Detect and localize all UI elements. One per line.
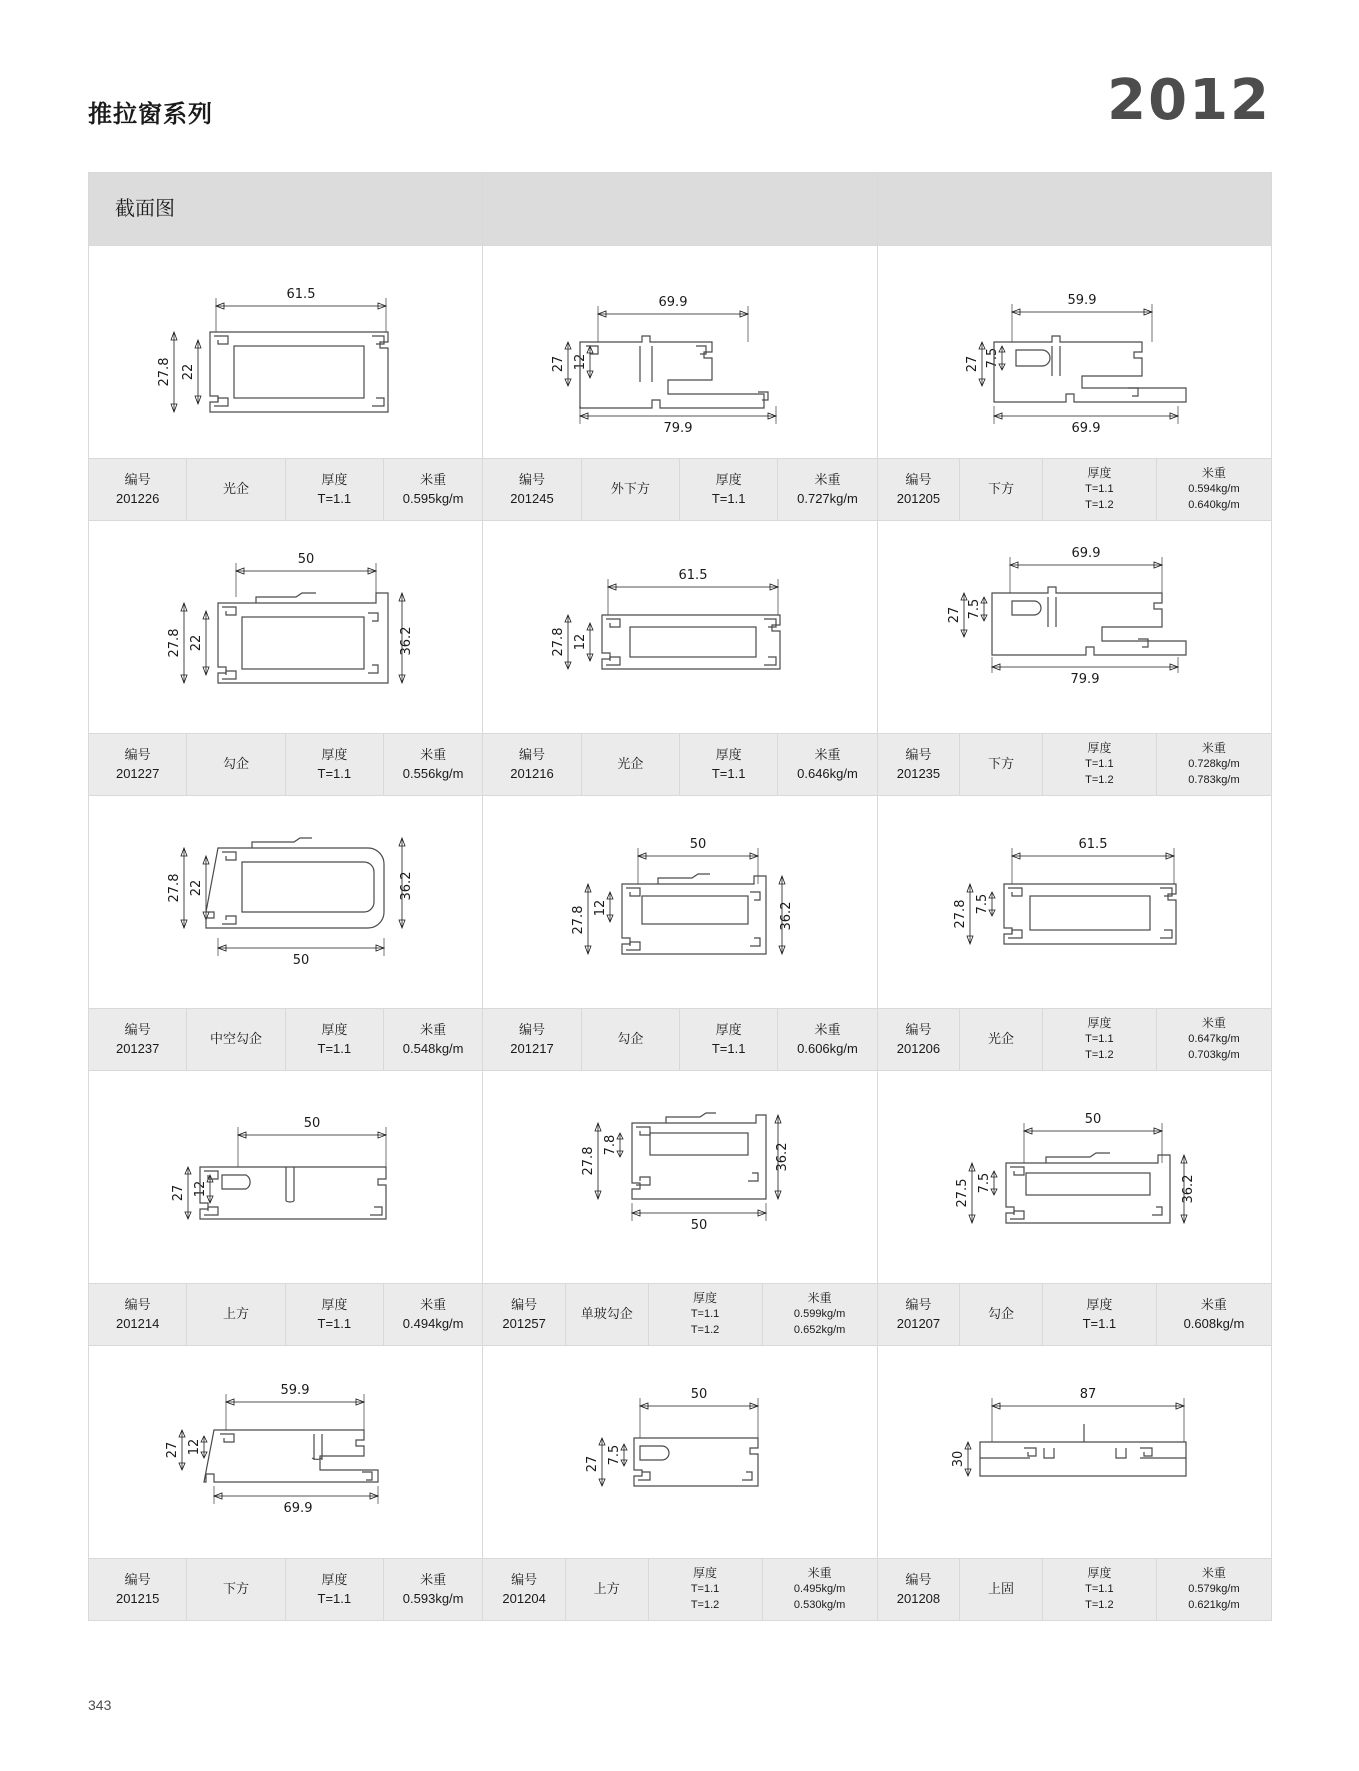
spec-bar: [483, 1008, 876, 1070]
dim-top: 50: [689, 837, 707, 852]
page-number: 343: [88, 1697, 112, 1713]
spec-code-value: 201205: [896, 490, 941, 506]
spec-code-label: 编号: [124, 471, 151, 487]
spec-name: [582, 459, 680, 520]
spec-weight-value: 0.494kg/m: [402, 1315, 464, 1331]
spec-code-value: 201226: [115, 490, 160, 506]
spec-thickness-label: 厚度: [1087, 740, 1112, 755]
spec-name-value: 勾企: [222, 756, 249, 772]
spec-weight-label: 米重: [420, 1021, 447, 1037]
spec-bar: [89, 1558, 482, 1620]
spec-code-value: 201237: [115, 1040, 160, 1056]
spec-name-value: 中空勾企: [209, 1031, 262, 1047]
profile-cell: [877, 1071, 1271, 1346]
spec-weight-value: 0.727kg/m: [797, 490, 858, 506]
spec-weight-value: 0.595kg/m: [402, 490, 464, 506]
spec-thickness: [680, 459, 778, 520]
dim-bottom: 69.9: [1071, 421, 1101, 436]
dim-left-1: 27: [584, 1455, 600, 1473]
spec-thickness: [286, 1559, 384, 1620]
profile-drawing: [878, 521, 1271, 733]
dim-top: 59.9: [280, 1383, 310, 1398]
profile-cell: [89, 521, 483, 796]
spec-name-value: 外下方: [610, 481, 650, 497]
spec-thickness-label: 厚度: [1087, 1015, 1112, 1030]
spec-code-label: 编号: [124, 1571, 151, 1587]
spec-weight-value: 0.608kg/m: [1183, 1315, 1245, 1331]
spec-code-label: 编号: [905, 1571, 932, 1587]
spec-bar: [89, 1008, 482, 1070]
spec-weight-label: 米重: [1201, 1565, 1226, 1580]
spec-weight-value-2: 0.621kg/m: [1188, 1599, 1240, 1612]
spec-thickness-value: T=1.1: [1085, 758, 1114, 771]
spec-name: [187, 1284, 285, 1345]
spec-code: [483, 1009, 581, 1070]
spec-code-label: 编号: [905, 471, 932, 487]
spec-weight-label: 米重: [420, 746, 447, 762]
spec-bar: [89, 1283, 482, 1345]
spec-thickness-label: 厚度: [1087, 1565, 1112, 1580]
table-row: [89, 246, 1272, 521]
spec-code-label: 编号: [905, 1021, 932, 1037]
spec-weight-label: 米重: [420, 1571, 447, 1587]
spec-code-label: 编号: [905, 746, 932, 762]
dim-left-1: 27.8: [570, 905, 586, 935]
dim-left-1: 27.8: [166, 628, 182, 658]
profile-cell: [483, 1071, 877, 1346]
spec-name-value: 上方: [593, 1581, 620, 1597]
dim-left-2: 7.8: [602, 1134, 618, 1156]
spec-thickness: [286, 459, 384, 520]
spec-bar: [878, 458, 1271, 520]
spec-weight-label: 米重: [814, 471, 841, 487]
dim-top: 61.5: [1078, 837, 1108, 852]
dim-right: 36.2: [1181, 1174, 1197, 1204]
dim-left-1: 27: [947, 606, 963, 624]
spec-name: [187, 734, 285, 795]
spec-name: [187, 1009, 285, 1070]
spec-weight-value-2: 0.530kg/m: [793, 1599, 846, 1612]
spec-thickness-value-2: T=1.2: [1085, 499, 1114, 512]
spec-thickness-value: T=1.1: [1085, 1583, 1114, 1596]
profile-drawing: [483, 521, 876, 733]
profile-drawing: [89, 521, 482, 733]
spec-code: [483, 1559, 566, 1620]
spec-thickness-value: T=1.1: [690, 1583, 720, 1596]
dim-top: 61.5: [286, 287, 316, 302]
spec-bar: [483, 1283, 876, 1345]
spec-name-value: 下方: [988, 756, 1015, 772]
spec-weight-value: 0.646kg/m: [797, 765, 858, 781]
spec-name-value: 勾企: [988, 1306, 1015, 1322]
dim-top: 87: [1080, 1387, 1097, 1402]
spec-thickness: [1043, 734, 1157, 795]
spec-weight-label: 米重: [814, 1021, 841, 1037]
spec-weight: [763, 1559, 877, 1620]
profile-table: [88, 172, 1271, 1621]
spec-weight: [384, 1284, 482, 1345]
spec-code-value: 201216: [510, 765, 554, 781]
profile-drawing: [878, 1071, 1271, 1283]
profile-cell: [483, 521, 877, 796]
table-header-row: [89, 173, 1272, 246]
spec-code: [878, 1559, 961, 1620]
spec-code: [89, 459, 187, 520]
spec-code-value: 201214: [115, 1315, 160, 1331]
spec-name-value: 单玻勾企: [580, 1306, 633, 1322]
spec-thickness-label: 厚度: [1086, 1296, 1113, 1312]
section-title-cell-empty-2: [877, 173, 1271, 246]
profile-cell: [483, 1346, 877, 1621]
spec-bar: [878, 1558, 1271, 1620]
spec-weight-label: 米重: [807, 1290, 832, 1305]
spec-weight: [778, 459, 876, 520]
dim-left-2: 12: [572, 633, 588, 651]
dim-left-2: 22: [180, 363, 196, 381]
spec-thickness-label: 厚度: [321, 1571, 348, 1587]
spec-name-value: 上固: [988, 1581, 1015, 1597]
dim-top: 69.9: [658, 295, 688, 310]
spec-weight: [384, 734, 482, 795]
spec-thickness: [286, 734, 384, 795]
spec-bar: [483, 1558, 876, 1620]
page-header: [88, 68, 1271, 138]
spec-weight-label: 米重: [814, 746, 841, 762]
spec-name: [582, 1009, 680, 1070]
spec-name: [960, 1559, 1043, 1620]
spec-thickness-label: 厚度: [715, 1021, 742, 1037]
spec-name-value: 上方: [222, 1306, 249, 1322]
spec-code: [483, 734, 581, 795]
spec-weight: [1157, 459, 1271, 520]
spec-code-label: 编号: [511, 1296, 538, 1312]
spec-bar: [878, 1283, 1271, 1345]
spec-code-value: 201215: [115, 1590, 160, 1606]
dim-left-2: 12: [192, 1180, 208, 1198]
dim-left-2: 7.5: [975, 893, 991, 915]
profile-cell: [877, 796, 1271, 1071]
spec-name-value: 下方: [222, 1581, 249, 1597]
spec-thickness-label: 厚度: [1087, 465, 1112, 480]
spec-thickness-value-2: T=1.2: [690, 1599, 720, 1612]
profile-drawing: [878, 1346, 1271, 1558]
table-row: [89, 1071, 1272, 1346]
dim-left-1: 30: [951, 1450, 967, 1468]
spec-weight-label: 米重: [1201, 1015, 1226, 1030]
dim-left-2: 22: [188, 634, 204, 652]
dim-left-2: 12: [186, 1438, 202, 1456]
profile-drawing: [483, 796, 876, 1008]
spec-code: [89, 1009, 187, 1070]
spec-code: [483, 1284, 566, 1345]
spec-code-value: 201208: [896, 1590, 941, 1606]
dim-bottom: 69.9: [283, 1501, 313, 1516]
table-row: [89, 1346, 1272, 1621]
dim-right: 36.2: [398, 626, 414, 656]
spec-thickness: [649, 1559, 763, 1620]
spec-thickness-label: 厚度: [693, 1290, 718, 1305]
spec-name: [187, 459, 285, 520]
spec-weight-label: 米重: [807, 1565, 832, 1580]
spec-weight-value-2: 0.652kg/m: [793, 1324, 846, 1337]
dim-right: 36.2: [774, 1142, 790, 1172]
dim-left-1: 27.5: [955, 1178, 971, 1208]
spec-weight-label: 米重: [1201, 465, 1226, 480]
dim-left-1: 27.8: [156, 357, 172, 387]
spec-weight-value: 0.728kg/m: [1188, 758, 1240, 771]
dim-top: 61.5: [678, 568, 708, 583]
dim-left-1: 27.8: [550, 627, 566, 657]
spec-thickness-label: 厚度: [321, 1296, 348, 1312]
spec-weight: [1157, 1009, 1271, 1070]
spec-name-value: 下方: [988, 481, 1015, 497]
spec-thickness-value-2: T=1.2: [1085, 774, 1114, 787]
spec-name-value: 勾企: [617, 1031, 644, 1047]
spec-weight: [763, 1284, 877, 1345]
spec-name-value: 光企: [617, 756, 644, 772]
spec-thickness-value: T=1.1: [317, 1590, 352, 1606]
spec-thickness-value: T=1.1: [1085, 483, 1114, 496]
table-row: [89, 796, 1272, 1071]
spec-thickness-value: T=1.1: [690, 1308, 720, 1321]
profile-drawing: [878, 796, 1271, 1008]
spec-code-label: 编号: [518, 471, 545, 487]
spec-thickness: [1043, 459, 1157, 520]
spec-weight-value: 0.647kg/m: [1188, 1033, 1240, 1046]
section-title: 截面图: [115, 198, 175, 220]
dim-right: 36.2: [778, 901, 794, 931]
profile-drawing: [89, 1071, 482, 1283]
profile-drawing: [89, 246, 482, 458]
profile-cell: [877, 246, 1271, 521]
spec-bar: [878, 1008, 1271, 1070]
spec-weight-value: 0.579kg/m: [1188, 1583, 1240, 1596]
spec-name-value: 光企: [988, 1031, 1015, 1047]
spec-name: [566, 1559, 649, 1620]
dim-left-1: 27.8: [953, 899, 969, 929]
spec-weight-label: 米重: [1201, 740, 1226, 755]
spec-weight-value: 0.606kg/m: [797, 1040, 858, 1056]
spec-code-label: 编号: [905, 1296, 932, 1312]
spec-code-value: 201207: [896, 1315, 941, 1331]
spec-weight-value: 0.594kg/m: [1188, 483, 1240, 496]
dim-left-1: 27.8: [580, 1146, 596, 1176]
spec-code: [483, 459, 581, 520]
spec-code-value: 201206: [896, 1040, 941, 1056]
profile-cell: [89, 1346, 483, 1621]
spec-thickness-value-2: T=1.2: [690, 1324, 720, 1337]
dim-left-2: 7.5: [985, 347, 1001, 369]
spec-weight: [778, 1009, 876, 1070]
dim-left-1: 27.8: [166, 873, 182, 903]
profile-drawing: [483, 1071, 876, 1283]
spec-code: [878, 1284, 961, 1345]
page-title: 推拉窗系列: [88, 101, 213, 128]
spec-name: [566, 1284, 649, 1345]
spec-thickness-label: 厚度: [693, 1565, 718, 1580]
spec-code-value: 201235: [896, 765, 941, 781]
spec-thickness: [286, 1009, 384, 1070]
spec-name-value: 光企: [222, 481, 249, 497]
dim-left-2: 7.5: [967, 598, 983, 620]
dim-top: 50: [297, 552, 314, 567]
profile-cell: [89, 246, 483, 521]
dim-left-2: 22: [188, 879, 204, 897]
spec-code: [89, 1559, 187, 1620]
spec-thickness-value: T=1.1: [317, 1315, 352, 1331]
spec-thickness: [286, 1284, 384, 1345]
spec-thickness-value: T=1.1: [317, 490, 352, 506]
dim-left-1: 27: [170, 1184, 186, 1202]
spec-bar: [89, 733, 482, 795]
spec-thickness-value: T=1.1: [317, 765, 352, 781]
spec-thickness-label: 厚度: [321, 746, 348, 762]
dim-left-2: 7.5: [977, 1172, 993, 1194]
spec-code: [878, 459, 961, 520]
spec-weight-value-2: 0.783kg/m: [1188, 774, 1240, 787]
spec-weight-value: 0.495kg/m: [793, 1583, 846, 1596]
spec-thickness: [1043, 1559, 1157, 1620]
spec-weight: [1157, 1284, 1271, 1345]
spec-thickness-label: 厚度: [715, 471, 742, 487]
profile-cell: [89, 1071, 483, 1346]
spec-thickness-value: T=1.1: [711, 765, 746, 781]
dim-bottom: 50: [292, 953, 309, 968]
spec-bar: [878, 733, 1271, 795]
spec-thickness-label: 厚度: [321, 471, 348, 487]
spec-weight: [1157, 734, 1271, 795]
spec-code-value: 201217: [510, 1040, 554, 1056]
spec-bar: [89, 458, 482, 520]
spec-code-value: 201204: [502, 1590, 546, 1606]
spec-weight-label: 米重: [420, 1296, 447, 1312]
spec-thickness: [1043, 1009, 1157, 1070]
spec-code-value: 201245: [510, 490, 554, 506]
profile-drawing: [878, 246, 1271, 458]
spec-code-label: 编号: [124, 1021, 151, 1037]
spec-weight: [384, 1009, 482, 1070]
spec-thickness: [1043, 1284, 1157, 1345]
spec-weight-value: 0.548kg/m: [402, 1040, 464, 1056]
spec-thickness-value-2: T=1.2: [1085, 1599, 1114, 1612]
spec-code-value: 201257: [502, 1315, 546, 1331]
table-row: [89, 521, 1272, 796]
spec-code-label: 编号: [124, 746, 151, 762]
spec-code-label: 编号: [124, 1296, 151, 1312]
profile-drawing: [483, 1346, 876, 1558]
profile-drawing: [483, 246, 876, 458]
spec-code-label: 编号: [511, 1571, 538, 1587]
spec-name: [187, 1559, 285, 1620]
spec-thickness-value: T=1.1: [1082, 1315, 1117, 1331]
spec-name: [960, 734, 1043, 795]
spec-thickness-value: T=1.1: [711, 490, 746, 506]
spec-code-value: 201227: [115, 765, 160, 781]
spec-name: [960, 1009, 1043, 1070]
profile-cell: [483, 246, 877, 521]
spec-code: [89, 734, 187, 795]
spec-code: [878, 734, 961, 795]
profile-drawing: [89, 1346, 482, 1558]
spec-thickness-value: T=1.1: [317, 1040, 352, 1056]
profile-cell: [483, 796, 877, 1071]
dim-bottom: 79.9: [1070, 672, 1100, 687]
spec-weight-value: 0.593kg/m: [402, 1590, 464, 1606]
dim-bottom: 50: [690, 1218, 708, 1233]
dim-top: 59.9: [1067, 293, 1097, 308]
dim-right: 36.2: [398, 871, 414, 901]
spec-weight: [778, 734, 876, 795]
dim-left-2: 12: [572, 353, 588, 371]
dim-bottom: 79.9: [663, 421, 693, 436]
spec-thickness-value-2: T=1.2: [1085, 1049, 1114, 1062]
spec-thickness: [680, 1009, 778, 1070]
section-title-cell: [89, 173, 483, 246]
dim-left-2: 12: [592, 899, 608, 917]
spec-name: [960, 1284, 1043, 1345]
dim-top: 50: [1085, 1112, 1102, 1127]
spec-code: [878, 1009, 961, 1070]
spec-bar: [483, 733, 876, 795]
profile-cell: [877, 1346, 1271, 1621]
spec-weight-value: 0.556kg/m: [402, 765, 464, 781]
series-year: 2012: [1107, 68, 1271, 133]
profile-drawing: [89, 796, 482, 1008]
spec-weight-value-2: 0.640kg/m: [1188, 499, 1240, 512]
spec-weight: [384, 459, 482, 520]
spec-weight-value: 0.599kg/m: [793, 1308, 846, 1321]
spec-bar: [483, 458, 876, 520]
spec-thickness: [649, 1284, 763, 1345]
spec-weight-label: 米重: [420, 471, 447, 487]
spec-thickness-value: T=1.1: [711, 1040, 746, 1056]
profile-cell: [89, 796, 483, 1071]
profile-cell: [877, 521, 1271, 796]
section-title-cell-empty-1: [483, 173, 877, 246]
spec-weight-label: 米重: [1200, 1296, 1227, 1312]
spec-weight-value-2: 0.703kg/m: [1188, 1049, 1240, 1062]
spec-thickness-label: 厚度: [321, 1021, 348, 1037]
spec-weight: [384, 1559, 482, 1620]
dim-left-1: 27: [965, 355, 981, 373]
dim-top: 69.9: [1071, 546, 1101, 561]
spec-code: [89, 1284, 187, 1345]
spec-weight: [1157, 1559, 1271, 1620]
spec-name: [960, 459, 1043, 520]
dim-top: 50: [303, 1116, 320, 1131]
spec-thickness: [680, 734, 778, 795]
dim-left-1: 27: [550, 355, 566, 373]
dim-left-1: 27: [164, 1441, 180, 1459]
spec-thickness-label: 厚度: [715, 746, 742, 762]
spec-code-label: 编号: [518, 1021, 545, 1037]
spec-thickness-value: T=1.1: [1085, 1033, 1114, 1046]
dim-top: 50: [690, 1387, 708, 1402]
dim-left-2: 7.5: [606, 1444, 622, 1466]
spec-code-label: 编号: [518, 746, 545, 762]
spec-name: [582, 734, 680, 795]
